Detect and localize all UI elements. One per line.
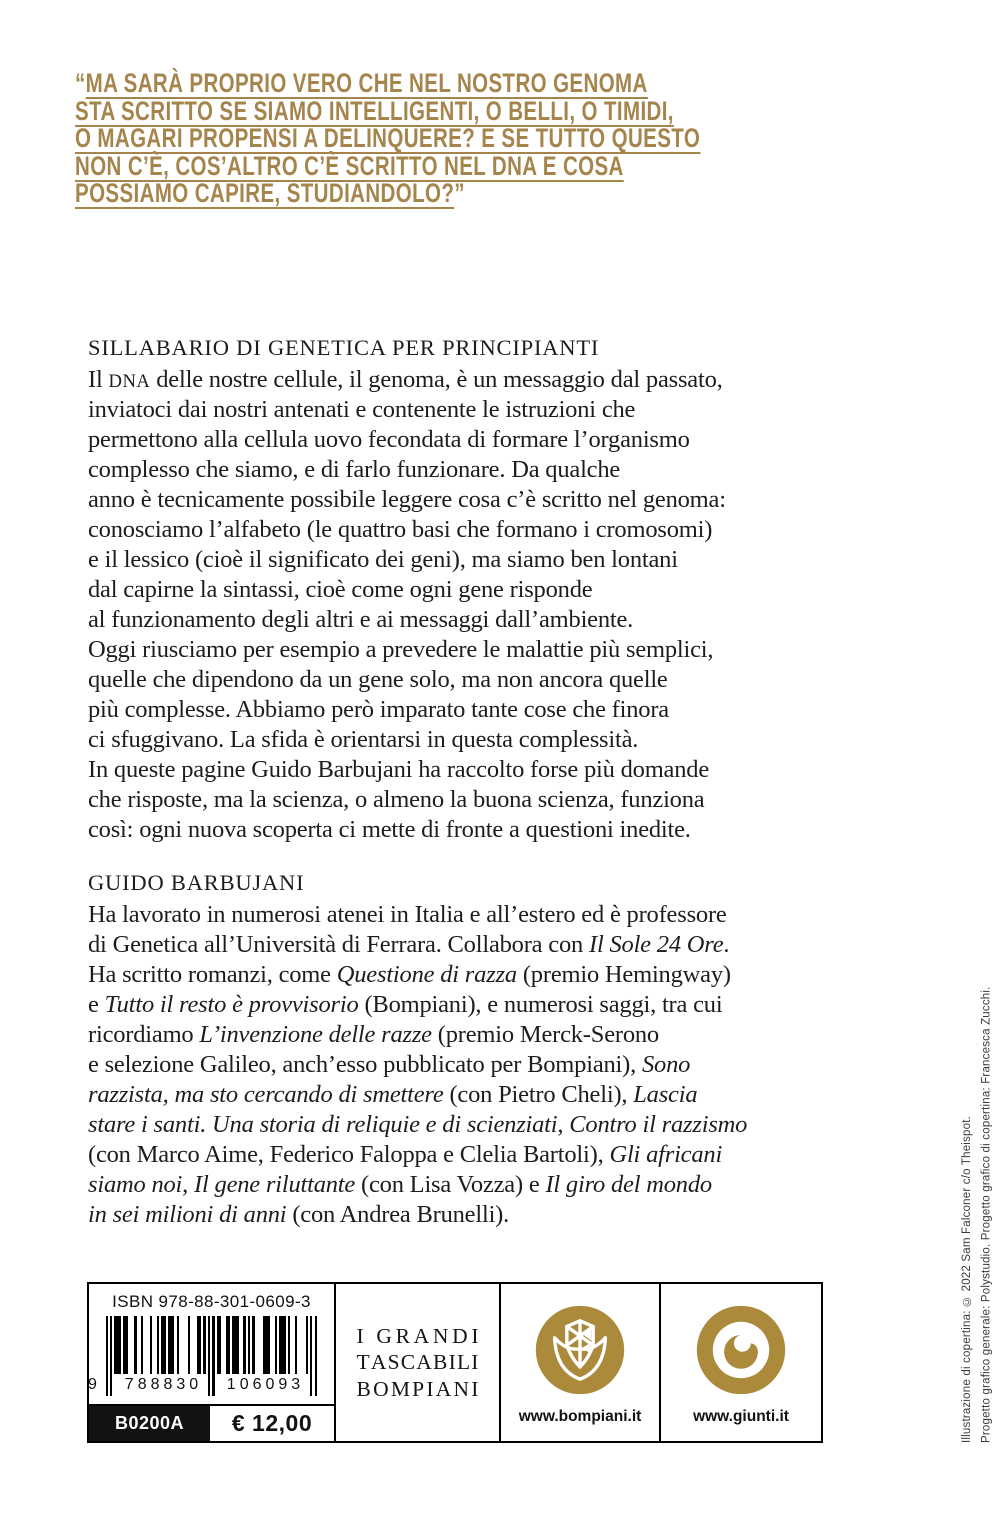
barcode-space bbox=[179, 1316, 188, 1374]
series-line: I G R A N D I bbox=[356, 1323, 479, 1348]
barcode-bar bbox=[279, 1316, 286, 1374]
credits bbox=[958, 988, 997, 1443]
text-line: Il DNA delle nostre cellule, il genoma, è un messaggio dal passato, bbox=[88, 366, 723, 393]
barcode-space bbox=[190, 1316, 197, 1374]
text-line: quelle che dipendono da un gene solo, ma non ancora quelle bbox=[88, 666, 668, 693]
text-line: in sei milioni di anni (con Andrea Brunelli). bbox=[88, 1201, 510, 1228]
text-line: ricordiamo L’invenzione delle razze (premio Merck-Serono bbox=[88, 1021, 659, 1048]
text-line: di Genetica all’Università di Ferrara. Collabora con Il Sole 24 Ore. bbox=[88, 931, 730, 958]
text-line: così: ogni nuova scoperta ci mette di fronte a questioni inedite. bbox=[88, 816, 691, 843]
bompiani-cell bbox=[499, 1284, 659, 1441]
quote-line: O MAGARI PROPENSI A DELINQUERE? E SE TUTTO QUESTO bbox=[75, 123, 701, 154]
barcode-digit-group: 106093 bbox=[226, 1376, 305, 1393]
isbn-label: ISBN 978-88-301-0609-3 bbox=[112, 1292, 311, 1311]
text-line: permettono alla cellula uovo fecondata di formare l’organismo bbox=[88, 426, 690, 453]
series-line: T A S C A B I L I bbox=[356, 1350, 479, 1375]
text-line: che risposte, ma la scienza, o almeno la buona scienza, funziona bbox=[88, 786, 705, 813]
footer-strip bbox=[87, 1282, 823, 1443]
bompiani-tulip-logo-icon bbox=[533, 1303, 627, 1397]
synopsis-heading: SILLABARIO DI GENETICA PER PRINCIPIANTI bbox=[88, 335, 600, 360]
text-line: e il lessico (cioè il significato dei geni), ma siamo ben lontani bbox=[88, 546, 678, 573]
text-line: In queste pagine Guido Barbujani ha raccolto forse più domande bbox=[88, 756, 709, 783]
edition-code: B0200A bbox=[89, 1406, 210, 1441]
text-line: (con Marco Aime, Federico Faloppa e Clelia Bartoli), Gli africani bbox=[88, 1141, 723, 1168]
synopsis-text bbox=[88, 365, 726, 845]
barcode-space bbox=[143, 1316, 150, 1374]
quote-line: POSSIAMO CAPIRE, STUDIANDOLO?” bbox=[75, 178, 465, 209]
text-line: dal capirne la sintassi, cioè come ogni gene risponde bbox=[88, 576, 593, 603]
barcode-digit-group: 788830 bbox=[124, 1376, 203, 1393]
pull-quote bbox=[75, 70, 835, 208]
price-row bbox=[89, 1404, 334, 1441]
bio-text bbox=[88, 900, 747, 1230]
text-line: stare i santi. Una storia di reliquie e di scienziati, Contro il razzismo bbox=[88, 1111, 748, 1138]
barcode-bar bbox=[232, 1316, 239, 1374]
barcode-bar bbox=[114, 1316, 121, 1374]
bompiani-url: www.bompiani.it bbox=[518, 1408, 642, 1425]
barcode-bar bbox=[315, 1316, 317, 1396]
text-line: inviatoci dai nostri antenati e contenente le istruzioni che bbox=[88, 396, 636, 423]
barcode-cell bbox=[89, 1284, 334, 1441]
text-line: anno è tecnicamente possibile leggere cosa c’è scritto nel genoma: bbox=[88, 486, 726, 513]
quote-line: NON C’È, COS’ALTRO C’È SCRITTO NEL DNA E COSA bbox=[75, 150, 624, 181]
quote-line: STA SCRITTO SE SIAMO INTELLIGENTI, O BELLI, O TIMIDI, bbox=[75, 95, 674, 126]
text-line: Ha scritto romanzi, come Questione di razza (premio Hemingway) bbox=[88, 961, 731, 988]
barcode-space bbox=[297, 1316, 306, 1374]
text-line: razzista, ma sto cercando di smettere (con Pietro Cheli), Lascia bbox=[88, 1081, 698, 1108]
text-line: complesso che siamo, e di farlo funzionare. Da qualche bbox=[88, 456, 621, 483]
text-line: Ha lavorato in numerosi atenei in Italia e all’estero ed è professore bbox=[88, 901, 727, 928]
barcode-digit-group: 9 bbox=[88, 1376, 97, 1393]
barcode-space bbox=[128, 1316, 135, 1374]
synopsis bbox=[88, 333, 726, 845]
text-line: al funzionamento degli altri e ai messaggi dall’ambiente. bbox=[88, 606, 634, 633]
barcode-bar bbox=[168, 1316, 175, 1374]
text-line: siamo noi, Il gene riluttante (con Lisa Vozza) e Il giro del mondo bbox=[88, 1171, 712, 1198]
series-line: B O M P I A N I bbox=[356, 1376, 479, 1401]
bio-heading: GUIDO BARBUJANI bbox=[88, 870, 305, 895]
barcode-space bbox=[255, 1316, 264, 1374]
series-title bbox=[357, 1323, 479, 1403]
text-line: e selezione Galileo, anch’esso pubblicato per Bompiani), Sono bbox=[88, 1051, 691, 1078]
text-line: più complesse. Abbiamo però imparato tante cose che finora bbox=[88, 696, 669, 723]
giunti-swirl-logo-icon bbox=[694, 1303, 788, 1397]
text-line: Oggi riusciamo per esempio a prevedere le malattie più semplici, bbox=[88, 636, 714, 663]
text-line: conosciamo l’alfabeto (le quattro basi che formano i cromosomi) bbox=[88, 516, 713, 543]
giunti-url: www.giunti.it bbox=[693, 1408, 789, 1425]
author-bio bbox=[88, 868, 747, 1230]
price: € 12,00 bbox=[231, 1410, 313, 1436]
barcode-bar bbox=[263, 1316, 270, 1374]
giunti-cell bbox=[659, 1284, 821, 1441]
text-line: e Tutto il resto è provvisorio (Bompiani), e numerosi saggi, tra cui bbox=[88, 991, 723, 1018]
text-line: ci sfuggivano. La sfida è orientarsi in questa complessità. bbox=[88, 726, 639, 753]
credit-line-design: Progetto grafico generale: Polystudio. Progetto grafico di copertina: Francesca Zucchi. bbox=[980, 986, 993, 1443]
credit-line-illustration: Illustrazione di copertina: © 2022 Sam Falconer c/o Theispot. bbox=[961, 1116, 973, 1443]
quote-line: “MA SARÀ PROPRIO VERO CHE NEL NOSTRO GENOMA bbox=[75, 68, 648, 98]
ean-barcode bbox=[88, 1316, 318, 1402]
series-cell bbox=[334, 1284, 499, 1441]
